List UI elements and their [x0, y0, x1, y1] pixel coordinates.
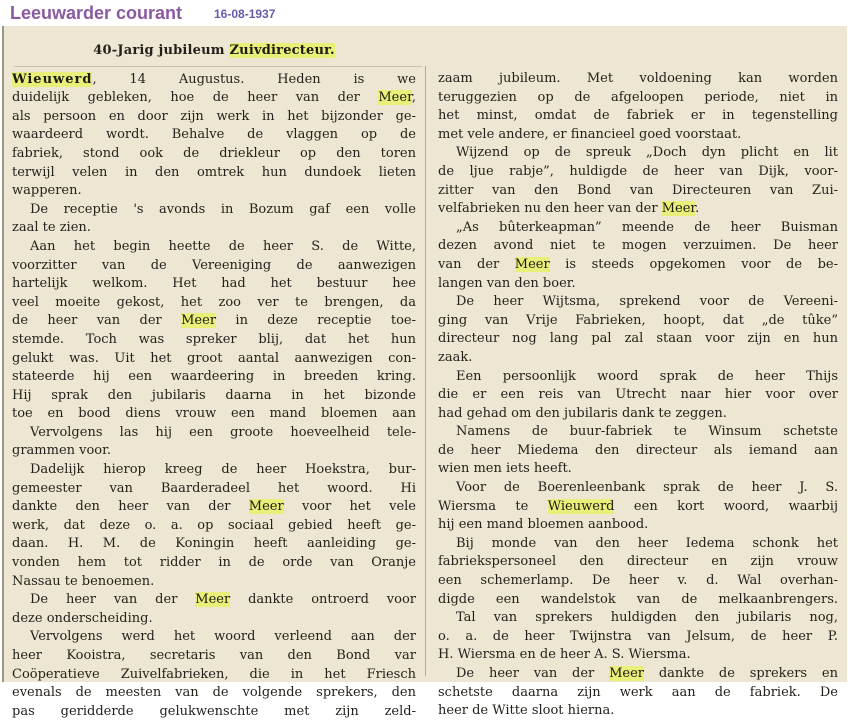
article-line: H. Wiersma en de heer A. S. Wiersma.	[438, 647, 691, 663]
heading-rule	[14, 66, 422, 67]
article-line: teruggezien op de afgeloopen periode, niet in	[438, 89, 838, 105]
article-line: zaal te zien.	[12, 220, 91, 236]
article-line: van der Meer is steeds opgekomen voor de be-	[438, 256, 838, 272]
article-line: voorzitter van de Vereeniging de aanwezigen	[12, 257, 416, 273]
article-line: stemde. Toch was spreker blij, dat het hun	[12, 331, 416, 347]
article-line: Coöperatieve Zuivelfabrieken, die in het Friesch	[12, 666, 416, 682]
article-line: als persoon en door zijn werk in het bijzonder ge-	[12, 108, 416, 124]
article-line: de heer Miedema den directeur als iemand aan	[438, 442, 838, 458]
article-line: fabriekspersoneel den directeur en zijn vrouw	[438, 554, 838, 570]
article-line: die er een reis van Utrecht naar hier voor over	[438, 387, 838, 403]
article-line: had gehad om den jubilaris dank te zeggen.	[438, 405, 727, 421]
article-line: Wiersma te Wieuwerd een kort woord, waarbij	[438, 498, 838, 514]
article-line: Wijzend op de spreuk „Doch dyn plicht en lit	[456, 145, 838, 161]
article-line: Dadelijk hierop kreeg de heer Hoekstra, bur-	[30, 462, 416, 478]
article-line: wien men iets heeft.	[438, 461, 572, 477]
article-line: ging van Vrije Fabrieken, hoopt, dat „de tûke”	[438, 312, 838, 328]
article-line: toe en bood diens vrouw een mand bloemen aan	[12, 406, 416, 422]
article-line: Tal van sprekers huldigden den jubilaris nog,	[456, 610, 838, 626]
article-line: heer de Witte sloot hierna.	[438, 703, 615, 719]
article-line: fabriek, stond ook de driekleur op den toren	[12, 145, 416, 161]
article-line: het minst, omdat de fabriek er in tegenstelling	[438, 108, 838, 124]
article-line: zaam jubileum. Met voldoening kan worden	[438, 71, 838, 86]
article-line: de heer van der Meer in deze receptie toe-	[12, 313, 416, 329]
article-line: evenals de meesten van de volgende sprekers, den	[12, 685, 416, 701]
article-line: Vervolgens las hij een groote hoeveelheid tele-	[30, 424, 416, 440]
highlighted-term: Meer	[609, 666, 645, 681]
article-line: Aan het begin heette de heer S. de Witte,	[30, 238, 416, 254]
article-line: gemeester van Baarderadeel het woord. Hi	[12, 480, 416, 496]
article-line: een schemerlamp. De heer v. d. Wal overhan-	[438, 573, 838, 589]
article-line: grammen voor.	[12, 443, 112, 459]
page-header	[0, 0, 848, 28]
article-line: Nassau te benoemen.	[12, 573, 155, 589]
article-line: Vervolgens werd het woord verleend aan der	[30, 629, 416, 645]
article-line: Namens de buur-fabriek te Winsum schetste	[456, 424, 838, 440]
highlighted-term: Meer	[378, 90, 412, 106]
article-line: o. a. de heer Twijnstra van Jelsum, de heer P.	[438, 628, 838, 644]
article-line: hij een mand bloemen aanbood.	[438, 517, 649, 533]
article-line: pas geridderde gelukwenschte met zijn zeld-	[12, 703, 416, 719]
article-line: deze onderscheiding.	[12, 610, 153, 626]
article-line: De heer Wijtsma, sprekend voor de Vereeni-	[456, 294, 838, 310]
article-line: Een persoonlijk woord sprak de heer Thijs	[456, 368, 838, 384]
highlighted-term: Wieuwerd	[547, 498, 615, 514]
newspaper-clipping	[2, 26, 847, 719]
article-line: zaak.	[438, 349, 473, 365]
column-divider	[425, 66, 426, 676]
article-line: de ljue rabje”, huldigde de heer van Dijk, voor-	[438, 163, 838, 179]
article-line: werk, dat deze o. a. op sociaal gebied heeft ge-	[12, 517, 416, 533]
article-line: schetste daarna zijn werk aan de fabriek. De	[438, 684, 838, 700]
article-line: Wieuwerd, 14 Augustus. Heden is we	[12, 71, 416, 87]
highlighted-term: Meer	[248, 499, 284, 515]
article-line: „As bûterkeapman” meende de heer Buisman	[456, 219, 838, 235]
article-line: De heer van der Meer dankte de sprekers en	[456, 666, 838, 681]
highlighted-term: Meer	[181, 313, 217, 329]
article-line: Hij sprak den jubilaris daarna in het bizonde	[12, 387, 416, 403]
article-line: gelukt was. Uit het groot aantal aanwezigen con-	[12, 350, 416, 366]
article-line: langen van den boer.	[438, 275, 576, 291]
highlighted-term: Meer	[661, 201, 696, 217]
article-line: hartelijk welkom. Het had het bestuur hee	[12, 276, 416, 292]
article-line: digde een wandelstok van de melkaanbrengers.	[438, 591, 838, 607]
article-column-1	[12, 42, 416, 721]
highlighted-term: Meer	[514, 256, 550, 272]
article-line: Voor de Boerenleenbank sprak de heer J. S.	[456, 480, 838, 496]
article-line: stateerde hij een waardeering in breeden kring.	[12, 369, 416, 385]
article-line: velfabrieken nu den heer van der Meer.	[438, 201, 700, 217]
article-line: zitter van den Bond van Directeuren van Zui-	[438, 182, 838, 198]
article-line: dankte den heer van der Meer voor het vele	[12, 499, 416, 515]
highlighted-term: Meer	[195, 592, 231, 608]
article-line: De receptie 's avonds in Bozum gaf een volle	[30, 201, 416, 217]
highlighted-term: Wieuwerd	[12, 71, 93, 87]
article-heading: 40-Jarig jubileum Zuivdirecteur.	[93, 43, 335, 58]
article-line: directeur nog lang pal zal staan voor zijn en hun	[438, 331, 838, 347]
article-column-2	[438, 70, 838, 721]
article-line: duidelijk gebleken, hoe de heer van der Meer,	[12, 90, 416, 106]
newspaper-title: Leeuwarder courant	[10, 3, 183, 23]
heading-highlight: Zuivdirecteur.	[229, 43, 335, 58]
article-line: wapperen.	[12, 183, 82, 199]
publication-date: 16-08-1937	[214, 7, 276, 21]
article-line: terwijl velen in den omtrek hun dundoek lieten	[12, 164, 416, 180]
article-line: vonden hem tot ridder in de orde van Oranje	[12, 555, 416, 571]
article-line: daan. H. M. de Koningin heeft aanleiding ge-	[12, 536, 416, 552]
article-line: dezen avond niet te mogen verzuimen. De heer	[438, 238, 838, 254]
article-line: Bij monde van den heer Iedema schonk het	[456, 535, 838, 551]
article-line: De heer van der Meer dankte ontroerd voor	[30, 592, 416, 608]
article-line: met vele andere, er financieel goed voorstaat.	[438, 126, 742, 142]
article-line: veel moeite gekost, het zoo ver te brengen, da	[12, 294, 416, 310]
article-line: heer Kooistra, secretaris van den Bond var	[12, 648, 416, 663]
article-line: waardeerd wordt. Behalve de vlaggen op de	[12, 127, 416, 143]
